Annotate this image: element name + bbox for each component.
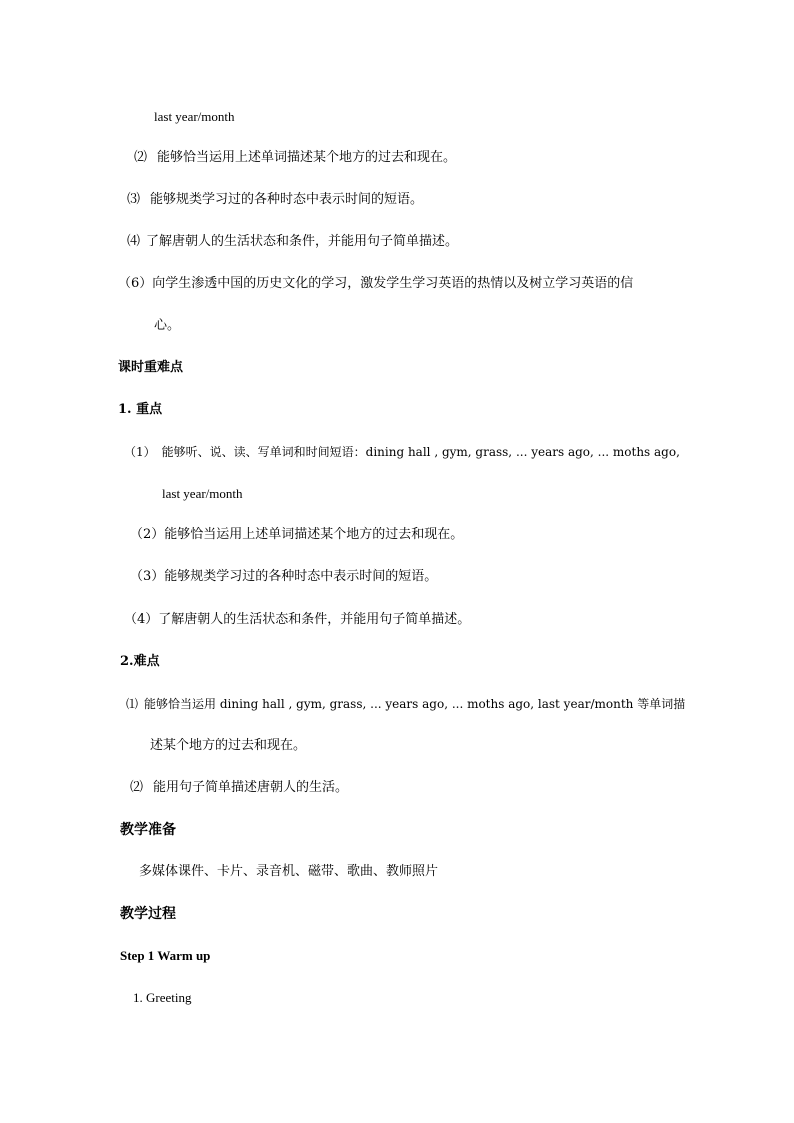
difficult-points-heading: 2.难点 xyxy=(120,654,160,669)
step-1-item-1: 1. Greeting xyxy=(133,990,192,1005)
difficult-point-2-text: 能用句子简单描述唐朝人的生活。 xyxy=(153,780,349,795)
objective-4 xyxy=(127,233,458,251)
process-heading: 教学过程 xyxy=(120,906,176,922)
objective-2 xyxy=(134,149,456,167)
preparation-heading: 教学准备 xyxy=(120,822,176,838)
difficult-point-2 xyxy=(130,779,348,797)
difficult-point-2-number: ⑵ xyxy=(130,780,144,795)
difficult-point-1 xyxy=(126,695,685,713)
key-point-1-text: 能够听、说、读、写单词和时间短语：dining hall , gym, grass, ... years ago, ... moths ago, xyxy=(161,445,680,459)
difficult-point-1-text: 能够恰当运用 dining hall , gym, grass, ... years ago, ... moths ago, last year/month 等单词描 xyxy=(144,697,686,711)
objective-3 xyxy=(127,191,423,209)
key-point-3: （3）能够规类学习过的各种时态中表示时间的短语。 xyxy=(130,569,438,584)
key-point-1-number: （1） xyxy=(124,445,156,459)
objective-3-text: 能够规类学习过的各种时态中表示时间的短语。 xyxy=(150,192,424,207)
key-point-1-continuation: last year/month xyxy=(162,486,243,501)
key-point-1 xyxy=(124,443,680,461)
difficult-point-1-number: ⑴ xyxy=(126,697,139,711)
objective-2-text: 能够恰当运用上述单词描述某个地方的过去和现在。 xyxy=(157,150,457,165)
objective-6-continuation: 心。 xyxy=(154,318,181,333)
objective-4-text: 了解唐朝人的生活状态和条件，并能用句子简单描述。 xyxy=(146,234,459,249)
preparation-text: 多媒体课件、卡片、录音机、磁带、歌曲、教师照片 xyxy=(139,864,439,879)
objective-4-number: ⑷ xyxy=(127,234,141,249)
key-points-heading: 1. 重点 xyxy=(118,402,163,417)
key-point-2: （2）能够恰当运用上述单词描述某个地方的过去和现在。 xyxy=(130,527,464,542)
objective-6: （6）向学生渗透中国的历史文化的学习，激发学生学习英语的热情以及树立学习英语的信 xyxy=(118,276,634,291)
difficult-point-1-continuation: 述某个地方的过去和现在。 xyxy=(150,738,307,753)
key-difficult-heading: 课时重难点 xyxy=(118,360,184,375)
key-point-4: （4）了解唐朝人的生活状态和条件，并能用句子简单描述。 xyxy=(124,612,471,627)
step-1-heading: Step 1 Warm up xyxy=(120,948,211,963)
objective-2-number: ⑵ xyxy=(134,150,148,165)
objective-3-number: ⑶ xyxy=(127,192,141,207)
objective-1-continuation: last year/month xyxy=(154,109,235,124)
